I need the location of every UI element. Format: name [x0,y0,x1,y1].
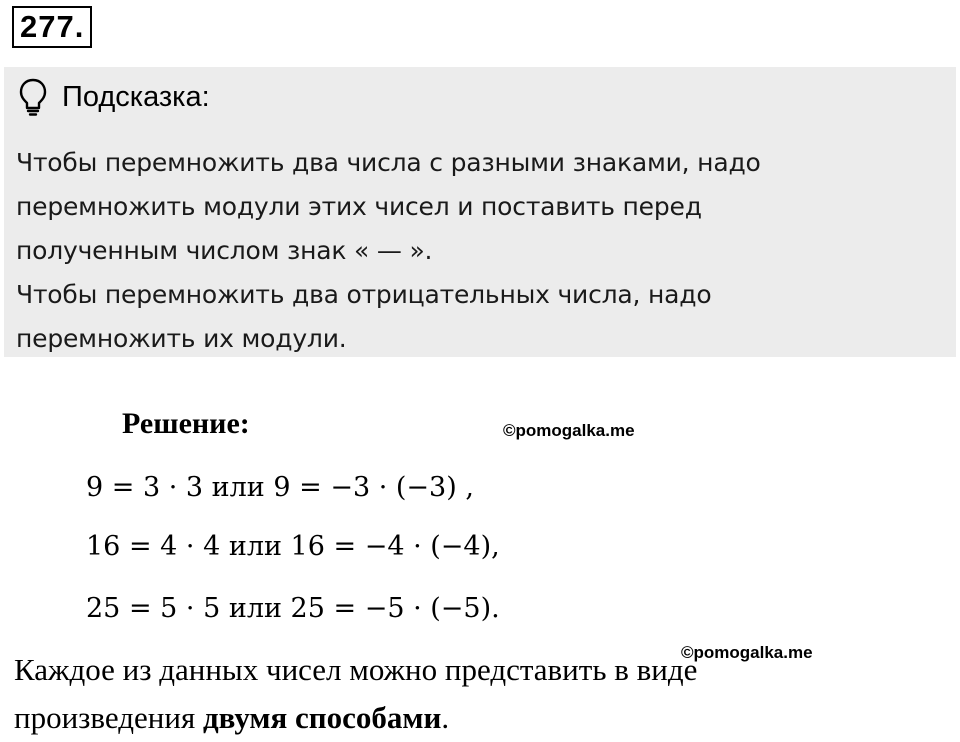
hint-box [4,67,956,357]
equation: 25 = 5 · 5 или 25 = −5 · (−5). [86,593,500,624]
conclusion-line: Каждое из данных чисел можно представить в виде [14,652,698,687]
conclusion-text-start: произведения [14,700,203,735]
hint-line: полученным числом знак « — ». [16,236,433,265]
hint-line: Чтобы перемножить два числа с разными знаками, надо [16,148,761,177]
watermark: ©pomogalka.me [681,643,813,662]
hint-line: перемножить модули этих чисел и поставить перед [16,192,702,221]
equation: 9 = 3 · 3 или 9 = −3 · (−3) , [86,472,474,503]
hint-text [16,141,946,361]
hint-line: перемножить их модули. [16,324,347,353]
hint-title: Подсказка: [62,81,210,113]
solution-title: Решение: [122,407,250,440]
conclusion-text-end: . [441,700,450,735]
hint-line: Чтобы перемножить два отрицательных числа, надо [16,280,712,309]
hint-header [18,75,210,119]
lightbulb-icon [18,77,48,117]
conclusion-emphasis: двумя способами [202,700,442,735]
task-number: 277. [12,6,92,48]
watermark: ©pomogalka.me [503,421,635,440]
equation: 16 = 4 · 4 или 16 = −4 · (−4), [86,531,500,562]
conclusion-line [14,694,944,742]
